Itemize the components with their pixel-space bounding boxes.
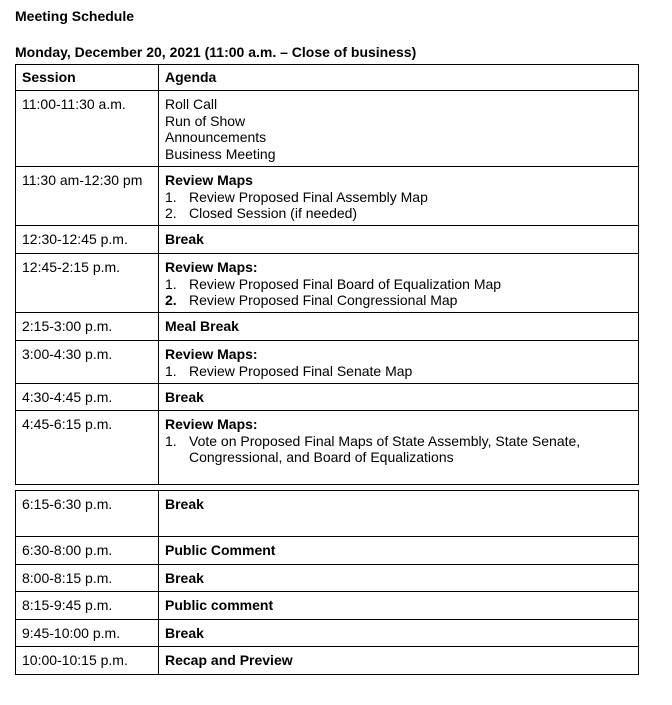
schedule-row bbox=[16, 226, 639, 254]
session-time: 9:45-10:00 p.m. bbox=[16, 620, 159, 647]
agenda-heading: Review Maps: bbox=[165, 259, 258, 275]
session-time: 8:15-9:45 p.m. bbox=[16, 592, 159, 620]
agenda-heading: Review Maps: bbox=[165, 416, 258, 432]
schedule-row bbox=[16, 91, 639, 167]
agenda-heading: Break bbox=[159, 565, 639, 592]
schedule-row bbox=[16, 411, 639, 485]
agenda-list-item bbox=[165, 292, 632, 309]
meeting-date-subtitle: Monday, December 20, 2021 (11:00 a.m. – Close of business) bbox=[15, 44, 417, 60]
agenda-column-header: Agenda bbox=[159, 65, 639, 91]
session-time: 8:00-8:15 p.m. bbox=[16, 565, 159, 592]
agenda-list bbox=[165, 189, 632, 222]
agenda-list-item bbox=[165, 433, 632, 466]
session-time: 12:45-2:15 p.m. bbox=[16, 254, 159, 313]
item-text-continued: Congressional, and Board of Equalizations bbox=[189, 449, 454, 465]
session-time: 10:00-10:15 p.m. bbox=[16, 647, 159, 675]
session-time: 4:45-6:15 p.m. bbox=[16, 411, 159, 485]
schedule-row bbox=[16, 592, 639, 620]
agenda-cell bbox=[159, 91, 639, 167]
agenda-line: Run of Show bbox=[165, 112, 246, 129]
item-text: Review Proposed Final Board of Equalization Map bbox=[189, 275, 502, 292]
agenda-heading: Review Maps: bbox=[165, 346, 258, 362]
agenda-list bbox=[165, 363, 632, 380]
agenda-heading: Recap and Preview bbox=[159, 647, 639, 675]
schedule-row bbox=[16, 167, 639, 226]
session-time: 12:30-12:45 p.m. bbox=[16, 226, 159, 254]
session-column-header: Session bbox=[16, 65, 159, 91]
schedule-table-part-2 bbox=[15, 490, 639, 675]
schedule-row bbox=[16, 313, 639, 341]
session-time: 4:30-4:45 p.m. bbox=[16, 384, 159, 411]
session-time: 3:00-4:30 p.m. bbox=[16, 341, 159, 384]
schedule-row bbox=[16, 647, 639, 675]
item-number: 1. bbox=[165, 275, 177, 292]
agenda-list-item bbox=[165, 276, 632, 293]
agenda-cell bbox=[159, 341, 639, 384]
item-text: Review Proposed Final Congressional Map bbox=[189, 292, 458, 308]
session-time: 6:30-8:00 p.m. bbox=[16, 537, 159, 565]
session-time: 6:15-6:30 p.m. bbox=[16, 491, 159, 537]
agenda-heading: Public comment bbox=[159, 592, 639, 620]
schedule-row bbox=[16, 491, 639, 537]
agenda-heading: Break bbox=[159, 226, 639, 254]
item-number: 2. bbox=[165, 292, 177, 308]
agenda-line: Announcements bbox=[165, 129, 267, 145]
agenda-heading: Review Maps bbox=[165, 172, 253, 188]
agenda-heading: Break bbox=[159, 491, 639, 537]
schedule-row bbox=[16, 341, 639, 384]
schedule-row bbox=[16, 254, 639, 313]
agenda-list bbox=[165, 433, 632, 466]
page-title: Meeting Schedule bbox=[15, 8, 135, 24]
header-row bbox=[16, 65, 639, 91]
agenda-cell bbox=[159, 411, 639, 485]
item-text: Vote on Proposed Final Maps of State Assembly, State Senate, bbox=[189, 432, 581, 449]
agenda-list-item bbox=[165, 205, 632, 222]
item-number: 1. bbox=[165, 188, 177, 205]
session-time: 11:30 am-12:30 pm bbox=[16, 167, 159, 226]
item-number: 2. bbox=[165, 205, 177, 221]
schedule-row bbox=[16, 620, 639, 647]
agenda-heading: Meal Break bbox=[159, 313, 639, 341]
agenda-heading: Break bbox=[159, 384, 639, 411]
agenda-list bbox=[165, 276, 632, 309]
schedule-row bbox=[16, 384, 639, 411]
agenda-line: Roll Call bbox=[165, 96, 218, 112]
schedule-row bbox=[16, 537, 639, 565]
agenda-heading: Public Comment bbox=[159, 537, 639, 565]
item-text: Review Proposed Final Senate Map bbox=[189, 362, 413, 379]
agenda-list-item bbox=[165, 189, 632, 206]
schedule-table-part-1 bbox=[15, 64, 639, 485]
session-time: 2:15-3:00 p.m. bbox=[16, 313, 159, 341]
schedule-row bbox=[16, 565, 639, 592]
agenda-list-item bbox=[165, 363, 632, 380]
session-time: 11:00-11:30 a.m. bbox=[16, 91, 159, 167]
item-number: 1. bbox=[165, 362, 177, 379]
item-number: 1. bbox=[165, 432, 177, 449]
agenda-cell bbox=[159, 254, 639, 313]
item-text: Closed Session (if needed) bbox=[189, 205, 358, 221]
agenda-cell bbox=[159, 167, 639, 226]
agenda-heading: Break bbox=[159, 620, 639, 647]
item-text: Review Proposed Final Assembly Map bbox=[189, 188, 428, 205]
agenda-line: Business Meeting bbox=[165, 145, 276, 162]
